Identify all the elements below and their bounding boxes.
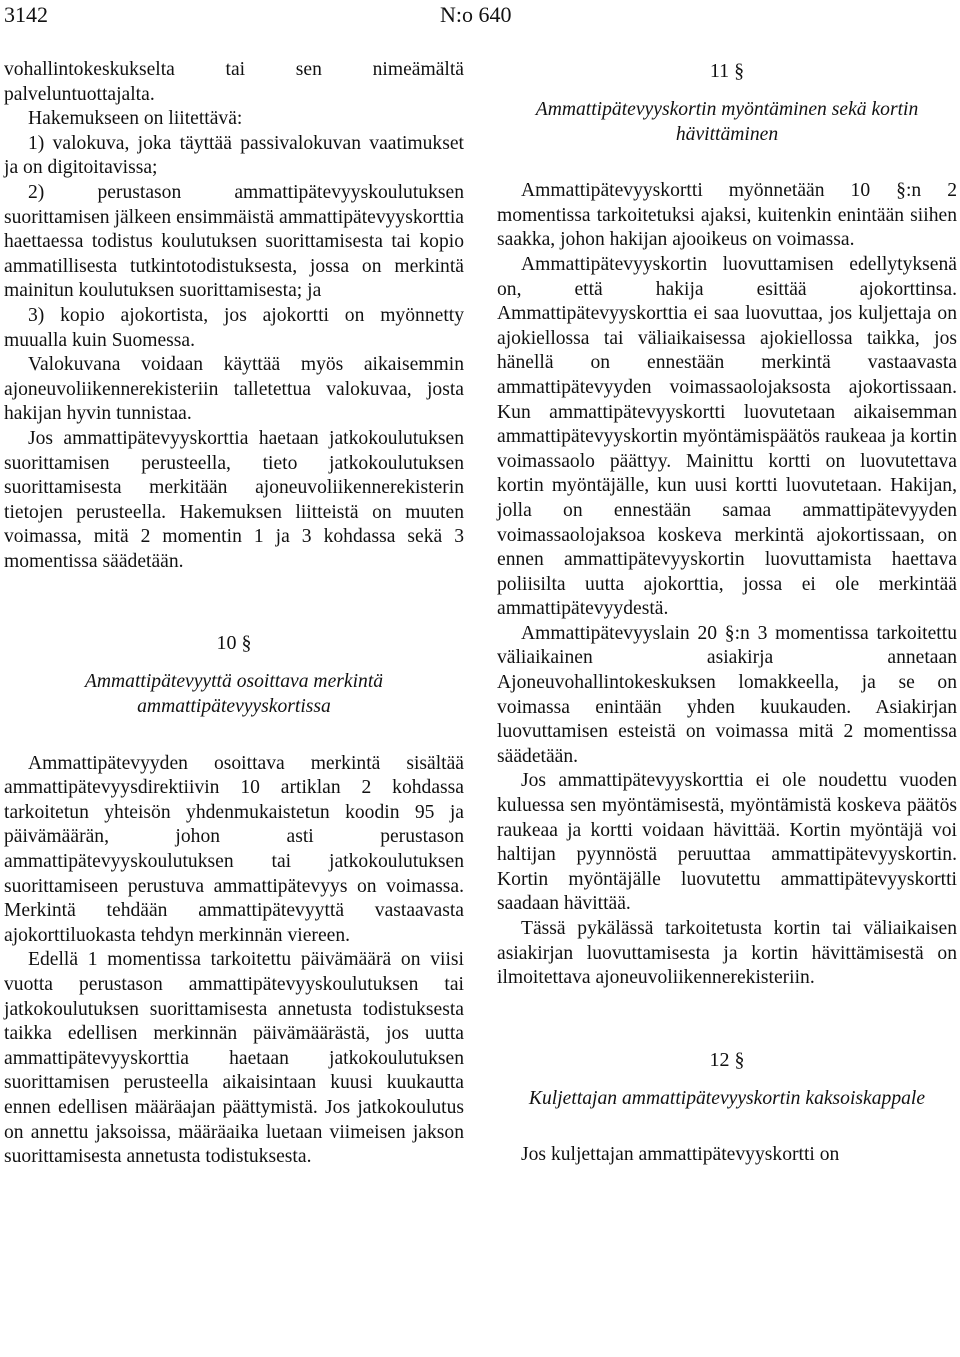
photo-paragraph: Valokuvana voidaan käyttää myös aikaisemmin ajoneuvoliikennerekisteriin talletettua valokuvaa, josta hakijan hyvin tunnistaa. <box>4 354 464 425</box>
attachment-item-1: 1) valokuva, joka täyttää passivalokuvan vaatimukset ja on digitoitavissa; <box>4 132 464 179</box>
section-10-number: 10 § <box>216 632 252 655</box>
section-12-number: 12 § <box>709 1048 745 1071</box>
section-12-title: Kuljettajan ammattipätevyyskortin kaksoiskappale <box>528 1087 926 1109</box>
section-12-paragraph-1: Jos kuljettajan ammattipätevyyskortti on <box>521 1144 840 1166</box>
attachment-item-2: 2) perustason ammattipätevyyskoulutuksen suorittamisen jälkeen ensimmäistä ammattipätevyyskorttia haettaessa todistus koulutuksen suorittamisesta tai kopio ammatillisesta tutkintotodistuksesta, jossa on merkintä mainitun koulutuksen suorittamisesta; ja <box>4 181 464 302</box>
left-column <box>4 58 464 1170</box>
continuing-training-paragraph: Jos ammattipätevyyskorttia haetaan jatkokoulutuksen suorittamisen perusteella, tieto jatkokoulutuksen suorittamisesta merkitään ajoneuvoliikennerekisterin tietojen perusteella. Hakemuksen liitteistä on muuten voimassa, mitä 2 momentin 1 ja 3 kohdassa sekä 3 momentissa säädetään. <box>4 427 464 572</box>
section-10-paragraph-1: Ammattipätevyyden osoittava merkintä sisältää ammattipätevyysdirektiivin 10 artiklan 2 kohdassa tarkoitetun yhteisön yhdenmukaistetun koodin 95 ja päivämäärän, johon asti perustason ammattipätevyyskoulutuksen tai jatkokoulutuksen suorittamiseen perustuva ammattipätevyys on voimassa. Merkintä tehdään ammattipätevyyttä vastaavasta ajokorttiluokasta tehdyn merkinnän viereen. <box>4 752 464 946</box>
section-10-paragraph-2: Edellä 1 momentissa tarkoitettu päivämäärä on viisi vuotta perustason ammattipätevyyskoulutuksen tai jatkokoulutuksen suorittamisesta annetusta todistuksesta taikka edellisen merkinnän päivämäärästä, jos uutta ammattipätevyyskorttia haetaan jatkokoulutuksen suorittamisen perusteella aikaisintaan kuusi kuukautta ennen edellisen määräajan päättymistä. Jos jatkokoulutus on annettu jaksoissa, määräaika luetaan viimeisen jakson suorittamisesta annetusta todistuksesta. <box>4 949 464 1168</box>
section-11-paragraph-3: Ammattipätevyyslain 20 §:n 3 momentissa tarkoitettu väliaikainen asiakirja annetaan Ajoneuvohallintokeskuksen lomakkeella, ja se on voimassa enintään yhden kuukauden. Asiakirjan luovuttamisen esteistä on voimassa mitä 2 momentissa säädetään. <box>497 622 957 767</box>
page-number: 3142 <box>4 2 48 27</box>
section-11-number: 11 § <box>709 60 745 82</box>
right-column <box>497 58 957 1168</box>
section-11-paragraph-4: Jos ammattipätevyyskorttia ei ole noudettu vuoden kuluessa sen myöntämisestä, myöntämistä koskeva päätös raukeaa ja kortti voidaan hävittää. Kortin myöntäjä voi haltijan pyynnöstä peruuttaa ammattipätevyyskortin. Kortin myöntäjälle luovutettu ammattipätevyyskortti saadaan hävittää. <box>497 770 957 915</box>
page-header <box>4 0 956 34</box>
section-11-title: Ammattipätevyyskortin myöntäminen sekä kortin hävittäminen <box>535 99 919 145</box>
section-11-paragraph-1: Ammattipätevyyskortti myönnetään 10 §:n 2 momentissa tarkoitetuksi ajaksi, kuitenkin enintään siihen saakka, johon hakijan ajooikeus on voimassa. <box>497 180 957 251</box>
section-10-title: Ammattipätevyyttä osoittava merkintä ammattipätevyyskortissa <box>84 671 384 718</box>
paragraph-continuation: vohallintokeskukselta tai sen nimeämältä palveluntuottajalta. <box>4 59 464 105</box>
section-11-paragraph-5: Tässä pykälässä tarkoitetusta kortin tai väliaikaisen asiakirjan luovuttamisesta ja kortin hävittämisestä on ilmoitettava ajoneuvoliikennerekisteriin. <box>497 918 957 989</box>
attachment-item-3: 3) kopio ajokortista, jos ajokortti on myönnetty muualla kuin Suomessa. <box>4 304 464 351</box>
document-number: N:o 640 <box>440 2 512 27</box>
section-11-paragraph-2: Ammattipätevyyskortin luovuttamisen edellytyksenä on, että hakija esittää ajokorttinsa. Ammattipätevyyskorttia ei saa luovuttaa, jos kuljettaja on ajokiellossa tai väliaikaisessa ajokiellossa taikka, jos hänellä on ennestään merkintä vastaavasta ammattipätevyyden voimassaolojaksosta ajokortissaan. Kun ammattipätevyyskortti luovutetaan aikaisemman ammattipätevyyskortin myöntämispäätös raukeaa ja kortin voimassaolo päättyy. Mainittu kortti on luovutettava kortin myöntäjälle, kun uusi kortti luovutetaan. Hakijan, jolla on ennestään samaa ammattipätevyyden voimassaolojaksoa koskeva merkintä ajokortissaan, on ennen ammattipätevyyskortin luovuttamista haettava poliisilta uutta ajokorttia, jossa ei ole merkintää ammattipätevyydestä. <box>497 253 957 620</box>
attachments-intro: Hakemukseen on liitettävä: <box>28 108 243 130</box>
